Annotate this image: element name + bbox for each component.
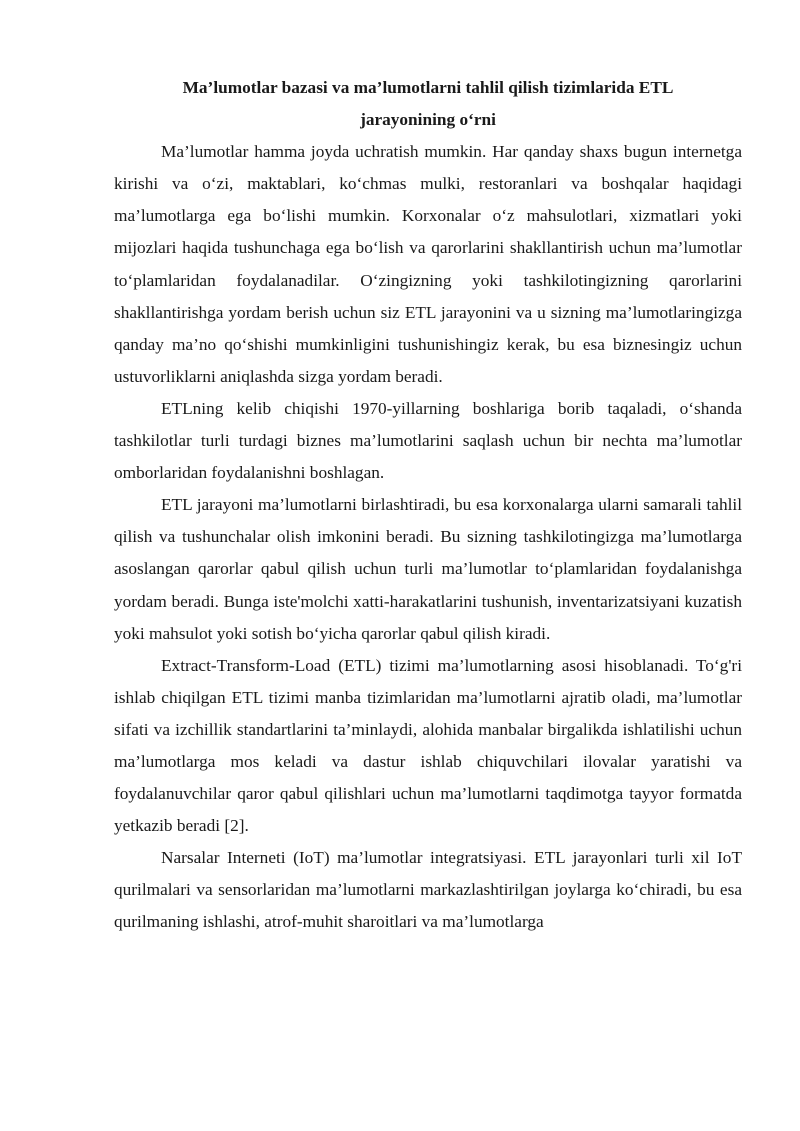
title-line-1: Ma’lumotlar bazasi va ma’lumotlarni tahlil qilish tizimlarida ETL — [182, 78, 674, 97]
paragraph-5: Narsalar Interneti (IoT) ma’lumotlar integratsiyasi. ETL jarayonlari turli xil IoT qurilmalari va sensorlaridan ma’lumotlarni markazlashtirilgan joylarga ko‘chiradi, bu esa qurilmaning ishlashi, atrof-muhit sharoitlari va ma’lumotlarga — [114, 848, 742, 932]
paragraph-3: ETL jarayoni ma’lumotlarni birlashtiradi, bu esa korxonalarga ularni samarali tahlil qilish va tushunchalar olish imkonini beradi. Bu sizning tashkilotingizga ma’lumotlarga asoslangan qarorlar qabul qilish uchun turli ma’lumotlar to‘plamlaridan foydalanishga yordam beradi. Bunga iste'molchi xatti-harakatlarini tushunish, inventarizatsiyani kuzatish yoki mahsulot yoki sotish bo‘yicha qarorlar qabul qilish kiradi. — [114, 495, 742, 643]
paragraph-4: Extract-Transform-Load (ETL) tizimi ma’lumotlarning asosi hisoblanadi. To‘g'ri ishlab chiqilgan ETL tizimi manba tizimlaridan ma’lumotlarni ajratib oladi, ma’lumotlar sifati va izchillik standartlarini ta’minlaydi, alohida manbalar birgalikda ishlatilishi uchun ma’lumotlarga mos keladi va dastur ishlab chiquvchilari ilovalar yaratishi va foydalanuvchilar qaror qabul qilishlari uchun ma’lumotlarni taqdimotga tayyor formatda yetkazib beradi [2]. — [114, 655, 742, 836]
document-title — [114, 72, 742, 136]
paragraph-1: Ma’lumotlar hamma joyda uchratish mumkin. Har qanday shaxs bugun internetga kirishi va o‘zi, maktablari, ko‘chmas mulki, restoranlari va boshqalar haqidagi ma’lumotlarga ega bo‘lishi mumkin. Korxonalar o‘z mahsulotlari, xizmatlari yoki mijozlari haqida tushunchaga ega bo‘lish va qarorlarini shakllantirish uchun ma’lumotlar to‘plamlaridan foydalanadilar. O‘zingizning yoki tashkilotingizning qarorlarini shakllantirishga yordam berish uchun siz ETL jarayonini va u sizning ma’lumotlaringizga qanday ma’no qo‘shishi mumkinligini tushunishingiz kerak, bu esa biznesingiz uchun ustuvorliklarni aniqlashda sizga yordam beradi. — [114, 142, 742, 386]
title-line-2: jarayonining o‘rni — [360, 110, 496, 130]
paragraph-2: ETLning kelib chiqishi 1970-yillarning boshlariga borib taqaladi, o‘shanda tashkilotlar turli turdagi biznes ma’lumotlarini saqlash uchun bir nechta ma’lumotlar omborlaridan foydalanishni boshlagan. — [114, 398, 742, 483]
